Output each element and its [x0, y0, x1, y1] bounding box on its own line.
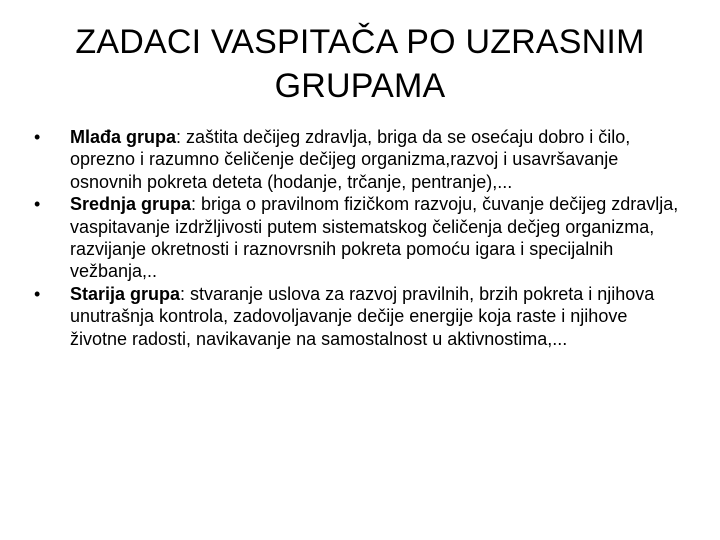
bullet-item-srednja-grupa: [34, 193, 686, 283]
slide-title: [40, 20, 680, 108]
slide-title-line-1: ZADACI VASPITAČA PO UZRASNIM: [75, 23, 645, 61]
bullet-dot-icon: •: [34, 127, 41, 147]
bullet-item-mladja-grupa: [34, 126, 686, 193]
slide-title-line-2: GRUPAMA: [274, 67, 446, 105]
bullet-text: : briga o pravilnom fizičkom razvoju, čuvanje dečijeg zdravlja, vaspitavanje izdržljivosti putem sistematskog čeličenja dečjeg organizma, razvijanje okretnosti i raznovrsnih pokreta pomoću igara i specijalnih vežbanja,..: [70, 194, 679, 282]
bullet-term: Starija grupa: [70, 283, 181, 304]
bullet-text: : stvaranje uslova za razvoj pravilnih, brzih pokreta i njihova unutrašnja kontrola, zadovoljavanje dečije energije koja raste i njihove životne radosti, navikavanje na samostalnost u aktivnostima,...: [70, 283, 655, 349]
bullet-text: : zaštita dečijeg zdravlja, briga da se osećaju dobro i čilo, oprezno i razumno čeličenje dečijeg organizma,razvoj i usavršavanje osnovnih pokreta deteta (hodanje, trčanje, pentranje),...: [70, 127, 631, 192]
bullet-item-starija-grupa: [34, 283, 686, 350]
bullet-term: Srednja grupa: [70, 194, 192, 215]
bullet-term: Mlađa grupa: [70, 127, 177, 147]
bullet-dot-icon: •: [34, 283, 41, 304]
bullet-list: [34, 126, 686, 350]
bullet-dot-icon: •: [34, 194, 41, 215]
